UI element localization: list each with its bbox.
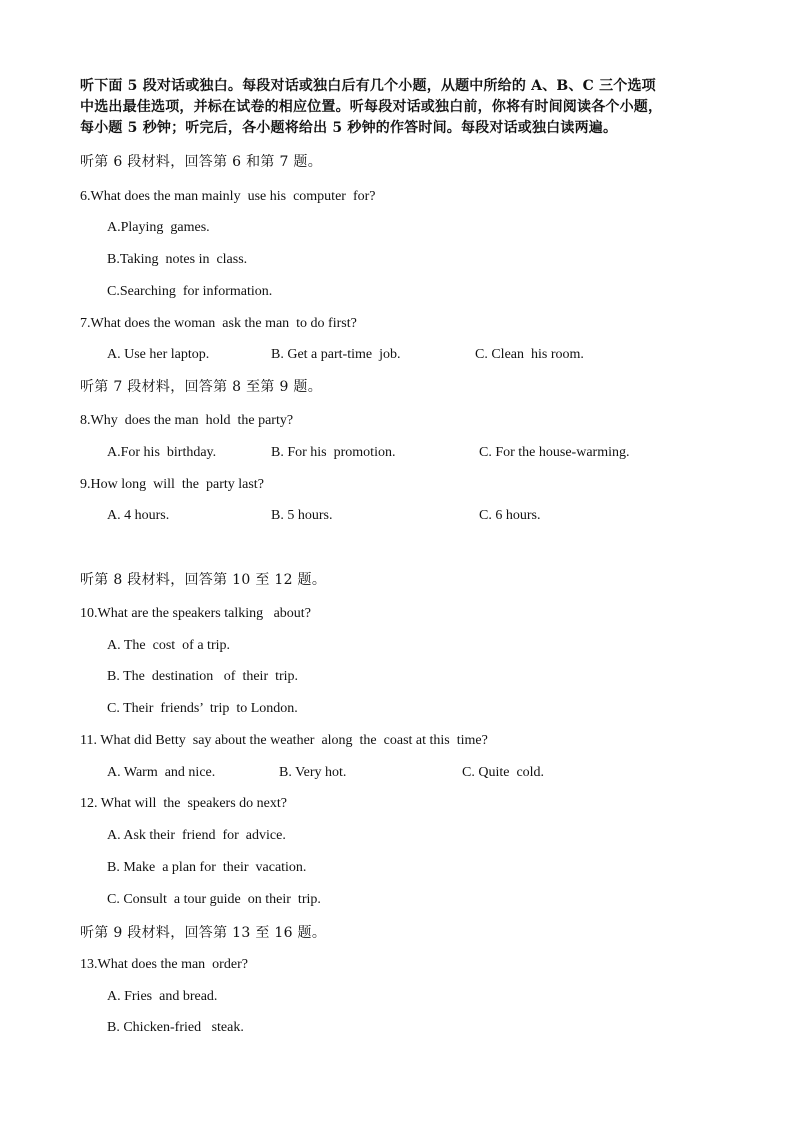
q7-option-b: B. Get a part-time job. <box>271 347 401 362</box>
q8-options <box>107 444 707 462</box>
question-8: 8.Why does the man hold the party? <box>80 413 294 428</box>
instruction-line: 每小题 5 秒钟；听完后，各小题将给出 5 秒钟的作答时间。每段对话或独白读两遍。 <box>80 120 618 136</box>
q11-option-c: C. Quite cold. <box>462 765 545 780</box>
q6-option-a: A.Playing games. <box>107 220 210 235</box>
q11-option-b: B. Very hot. <box>279 765 347 780</box>
q7-options <box>107 346 707 364</box>
question-13: 13.What does the man order? <box>80 957 248 972</box>
question-11: 11. What did Betty say about the weather along the coast at this time? <box>80 733 488 748</box>
instruction-line: 听下面 5 段对话或独白。每段对话或独白后有几个小题，从题中所给的 A、B、C 三个选项 <box>80 78 656 94</box>
q8-option-b: B. For his promotion. <box>271 445 396 460</box>
q8-option-c: C. For the house-warming. <box>479 445 630 460</box>
section-heading-8: 听第 8 段材料，回答第 10 至 12 题。 <box>80 572 327 588</box>
section-heading-7: 听第 7 段材料，回答第 8 至第 9 题。 <box>80 379 323 395</box>
q13-option-b: B. Chicken-fried steak. <box>107 1020 244 1035</box>
q6-option-b: B.Taking notes in class. <box>107 252 248 267</box>
q9-option-c: C. 6 hours. <box>479 508 541 523</box>
q9-options <box>107 507 707 525</box>
question-6: 6.What does the man mainly use his computer for? <box>80 189 376 204</box>
instruction-line: 中选出最佳选项，并标在试卷的相应位置。听每段对话或独白前，你将有时间阅读各个小题， <box>80 99 663 115</box>
q11-options <box>107 764 707 782</box>
q7-option-a: A. Use her laptop. <box>107 347 210 362</box>
question-12: 12. What will the speakers do next? <box>80 796 287 811</box>
q7-option-c: C. Clean his room. <box>475 347 584 362</box>
q6-option-c: C.Searching for information. <box>107 284 273 299</box>
q12-option-b: B. Make a plan for their vacation. <box>107 860 307 875</box>
section-heading-9: 听第 9 段材料，回答第 13 至 16 题。 <box>80 925 327 941</box>
q10-option-a: A. The cost of a trip. <box>107 638 230 653</box>
question-9: 9.How long will the party last? <box>80 477 264 492</box>
question-7: 7.What does the woman ask the man to do first? <box>80 316 357 331</box>
q13-option-a: A. Fries and bread. <box>107 989 218 1004</box>
section-heading-6: 听第 6 段材料，回答第 6 和第 7 题。 <box>80 154 323 170</box>
q9-option-b: B. 5 hours. <box>271 508 333 523</box>
q10-option-c: C. Their friends’ trip to London. <box>107 701 298 716</box>
q11-option-a: A. Warm and nice. <box>107 765 216 780</box>
q8-option-a: A.For his birthday. <box>107 445 217 460</box>
q12-option-c: C. Consult a tour guide on their trip. <box>107 892 321 907</box>
q10-option-b: B. The destination of their trip. <box>107 669 299 684</box>
q12-option-a: A. Ask their friend for advice. <box>107 828 286 843</box>
listening-instructions <box>80 76 740 139</box>
q9-option-a: A. 4 hours. <box>107 508 170 523</box>
question-10: 10.What are the speakers talking about? <box>80 606 311 621</box>
